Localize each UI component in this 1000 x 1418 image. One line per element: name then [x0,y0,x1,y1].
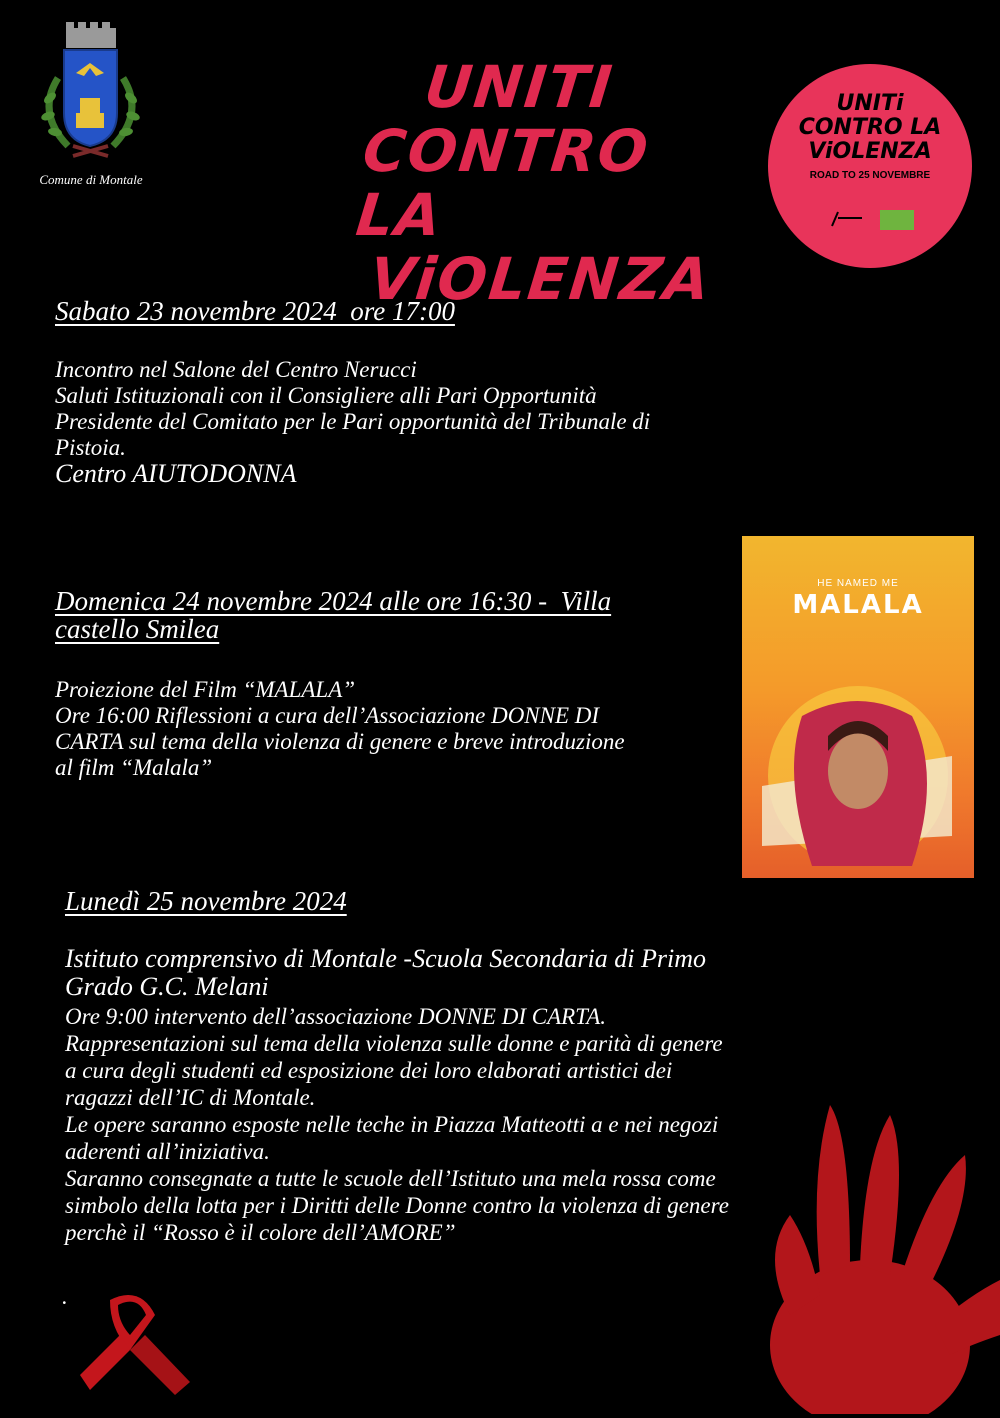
red-ribbon-icon [70,1290,200,1400]
title-line-2: CONTRO LA [353,117,653,249]
poster-kicker: HE NAMED ME [817,578,899,589]
event-3-line: Saranno consegnate a tutte le scuole dell’Istituto una mela rossa come [65,1166,716,1191]
event-2-line: al film “Malala” [55,755,213,780]
event-3-line: a cura degli studenti ed esposizione dei loro elaborati artistici dei [65,1058,673,1083]
event-3-line: Ore 9:00 intervento dell’associazione DONNE DI CARTA. [65,1004,607,1029]
event-2-line: Proiezione del Film “MALALA” [55,677,356,702]
poster-title: MALALA [792,590,924,620]
event-1-line: Incontro nel Salone del Centro Nerucci [55,357,417,382]
event-3-line: aderenti all’iniziativa. [65,1139,270,1164]
event-2-date-line: castello Smilea [55,614,220,644]
event-2-date [55,587,735,643]
event-1-details [55,357,775,487]
red-handprint-icon [750,1095,1000,1414]
event-3-institute [65,945,865,1001]
event-3-line: simbolo della lotta per i Diritti delle Donne contro la violenza di genere [65,1193,729,1218]
event-3-institute-line: Grado G.C. Melani [65,972,269,1001]
municipality-label: Comune di Montale [39,172,143,187]
event-3-line: perchè il “Rosso è il colore dell’AMORE” [65,1220,456,1245]
event-2-details [55,677,745,781]
malala-film-poster [742,536,974,878]
campaign-title [353,53,715,313]
event-1-line: Pistoia. [55,435,126,460]
event-3-line: ragazzi dell’IC di Montale. [65,1085,316,1110]
badge-line-1: UNITi [836,91,904,116]
event-2-line: Ore 16:00 Riflessioni a cura dell’Associazione DONNE DI [55,703,600,728]
event-3-institute-line: Istituto comprensivo di Montale -Scuola Secondaria di Primo [65,944,706,973]
event-1-line: Centro AIUTODONNA [55,459,297,488]
poster-illustration [742,536,974,878]
badge-partner-logo-right [880,210,914,230]
event-1-date: Sabato 23 novembre 2024 ore 17:00 [55,296,455,326]
title-line-3: ViOLENZA [366,245,715,313]
event-3-line: Le opere saranno esposte nelle teche in Piazza Matteotti a e nei negozi [65,1112,719,1137]
event-2-date-line: Domenica 24 novembre 2024 alle ore 16:30 - Villa [55,586,612,616]
event-3-line: Rappresentazioni sul tema della violenza sulle donne e parità di genere [65,1031,723,1056]
badge-line-2: CONTRO LA [798,115,942,140]
event-1-line: Saluti Istituzionali con il Consigliere alli Pari Opportunità [55,383,597,408]
campaign-badge [768,64,972,268]
trailing-period: . [62,1284,68,1309]
event-3-date: Lunedì 25 novembre 2024 [65,886,347,916]
badge-line-3: ViOLENZA [808,139,932,164]
title-line-1: UNITI [421,53,617,121]
badge-partner-logo-left [828,210,864,228]
event-2-line: CARTA sul tema della violenza di genere e breve introduzione [55,729,625,754]
badge-subtitle: ROAD TO 25 NOVEMBRE [809,170,931,181]
event-1-line: Presidente del Comitato per le Pari opportunità del Tribunale di [55,409,651,434]
municipal-coat-of-arms [28,18,153,168]
